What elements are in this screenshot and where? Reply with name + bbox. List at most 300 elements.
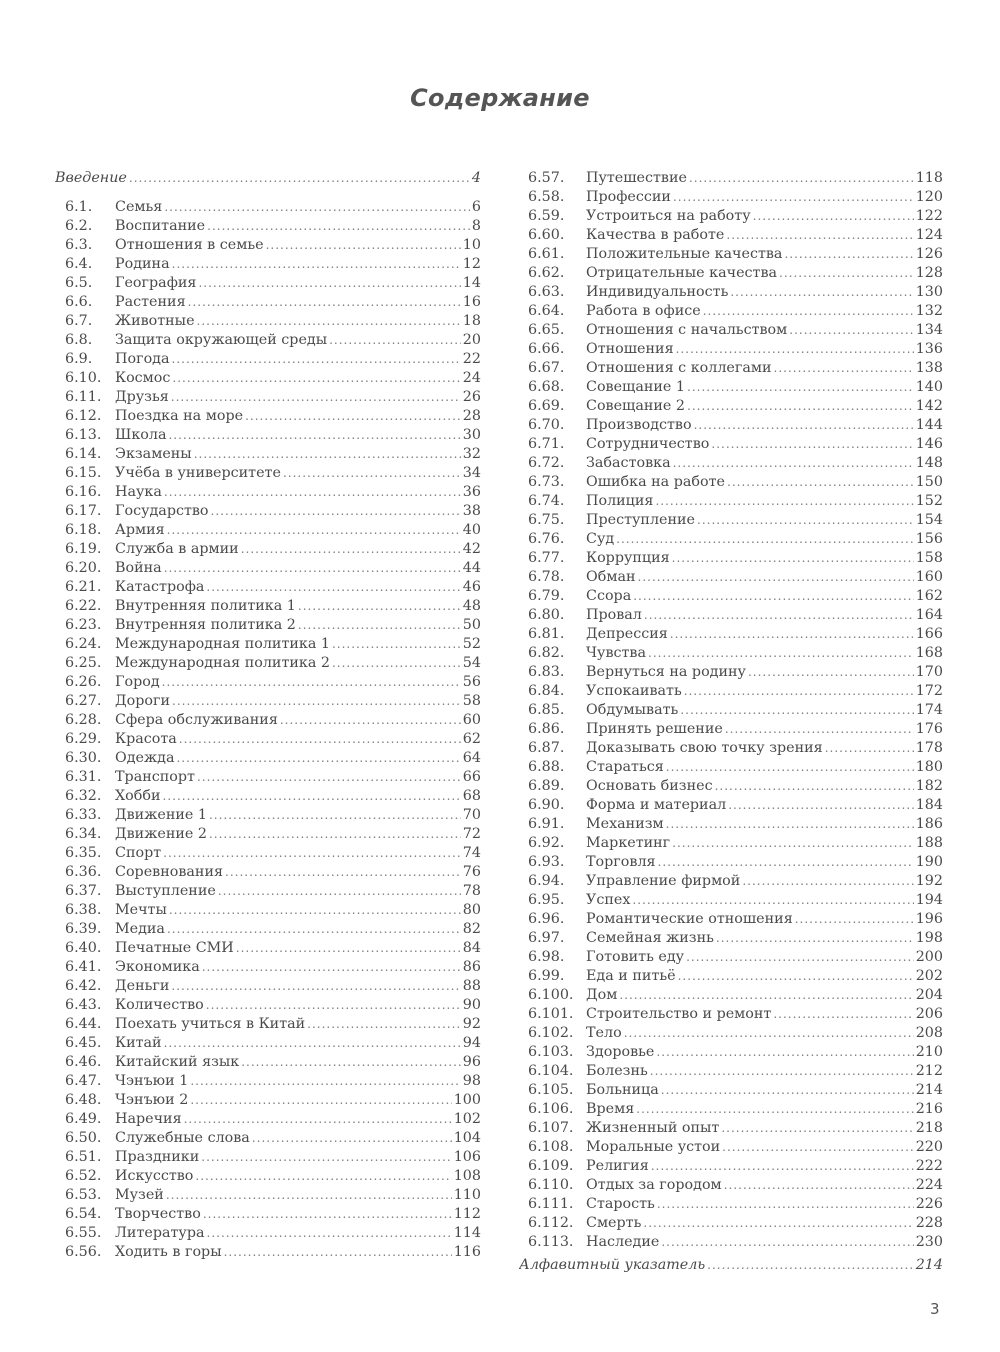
toc-entry-label: Движение 2 xyxy=(115,826,207,842)
toc-entry-page: 12 xyxy=(462,256,481,272)
toc-entry-number: 6.55. xyxy=(65,1225,102,1241)
toc-entry[interactable] xyxy=(55,882,481,901)
toc-entry-label: Индивидуальность xyxy=(586,284,729,300)
toc-entry-label: Время xyxy=(586,1101,635,1117)
toc-entry-page: 54 xyxy=(462,655,481,671)
toc-entry[interactable] xyxy=(519,568,943,587)
toc-entry-number: 6.52. xyxy=(65,1168,102,1184)
toc-entry-page: 190 xyxy=(915,854,943,870)
toc-entry[interactable] xyxy=(55,312,481,331)
toc-entry-page: 106 xyxy=(453,1149,481,1165)
toc-entry-label: Движение 1 xyxy=(115,807,207,823)
toc-entry[interactable] xyxy=(519,872,943,891)
toc-entry-label: Медиа xyxy=(115,921,165,937)
toc-list-right xyxy=(519,169,943,1252)
toc-entry[interactable] xyxy=(55,1015,481,1034)
toc-entry-number: 6.54. xyxy=(65,1206,102,1222)
toc-entry[interactable] xyxy=(55,274,481,293)
toc-entry-number: 6.33. xyxy=(65,807,102,823)
leader-dots xyxy=(722,1138,914,1157)
leader-dots xyxy=(657,1195,914,1214)
toc-entry-label: Доказывать свою точку зрения xyxy=(586,740,823,756)
leader-dots xyxy=(236,939,461,958)
toc-entry-page: 80 xyxy=(462,902,481,918)
toc-entry-number: 6.4. xyxy=(65,256,93,272)
leader-dots xyxy=(172,692,461,711)
toc-entry[interactable] xyxy=(55,920,481,939)
toc-entry-number: 6.19. xyxy=(65,541,102,557)
toc-entry[interactable] xyxy=(519,606,943,625)
toc-entry[interactable] xyxy=(55,293,481,312)
toc-entry-number: 6.86. xyxy=(528,721,565,737)
toc-entry-number: 6.12. xyxy=(65,408,102,424)
toc-entry[interactable] xyxy=(55,521,481,540)
toc-entry-page: 72 xyxy=(462,826,481,842)
toc-entry-label: Школа xyxy=(115,427,167,443)
toc-entry-label: Романтические отношения xyxy=(586,911,793,927)
toc-entry[interactable] xyxy=(55,255,481,274)
toc-entry-number: 6.106. xyxy=(528,1101,574,1117)
leader-dots xyxy=(680,701,913,720)
toc-entry-number: 6.34. xyxy=(65,826,102,842)
toc-entry-label: Одежда xyxy=(115,750,175,766)
leader-dots xyxy=(697,511,914,530)
leader-dots xyxy=(332,635,461,654)
leader-dots xyxy=(624,1024,914,1043)
toc-entry[interactable] xyxy=(519,549,943,568)
toc-entry-number: 6.76. xyxy=(528,531,565,547)
toc-entry-label: Дом xyxy=(586,987,618,1003)
toc-entry-label: Депрессия xyxy=(586,626,668,642)
toc-entry[interactable] xyxy=(519,283,943,302)
leader-dots xyxy=(207,1224,452,1243)
toc-entry[interactable] xyxy=(519,834,943,853)
toc-entry[interactable] xyxy=(55,673,481,692)
toc-entry[interactable] xyxy=(519,1005,943,1024)
toc-entry-label: Путешествие xyxy=(586,170,687,186)
toc-entry[interactable] xyxy=(519,169,943,188)
toc-entry-page: 214 xyxy=(915,1082,943,1098)
toc-entry-page: 76 xyxy=(462,864,481,880)
toc-entry[interactable] xyxy=(519,378,943,397)
toc-entry[interactable] xyxy=(519,967,943,986)
leader-dots xyxy=(218,882,461,901)
toc-entry-label: Жизненный опыт xyxy=(586,1120,720,1136)
toc-entry[interactable] xyxy=(519,777,943,796)
toc-entry[interactable] xyxy=(519,1081,943,1100)
toc-entry[interactable] xyxy=(519,853,943,872)
toc-entry[interactable] xyxy=(519,1233,943,1252)
toc-entry-page: 56 xyxy=(462,674,481,690)
toc-entry-number: 6.17. xyxy=(65,503,102,519)
toc-entry-label: Торговля xyxy=(586,854,656,870)
toc-entry[interactable] xyxy=(55,863,481,882)
toc-entry-number: 6.3. xyxy=(65,237,93,253)
toc-entry-page: 24 xyxy=(462,370,481,386)
toc-entry-number: 6.47. xyxy=(65,1073,102,1089)
toc-entry[interactable] xyxy=(519,1176,943,1195)
leader-dots xyxy=(673,454,914,473)
toc-entry[interactable] xyxy=(55,844,481,863)
toc-entry[interactable] xyxy=(519,1024,943,1043)
toc-entry-label: Деньги xyxy=(115,978,170,994)
toc-entry[interactable] xyxy=(519,644,943,663)
toc-entry-label: Красота xyxy=(115,731,177,747)
toc-entry-number: 6.46. xyxy=(65,1054,102,1070)
toc-entry[interactable] xyxy=(519,910,943,929)
toc-entry-page: 68 xyxy=(462,788,481,804)
toc-entry[interactable] xyxy=(519,359,943,378)
toc-entry-page: 18 xyxy=(462,313,481,329)
toc-entry[interactable] xyxy=(519,473,943,492)
toc-entry-number: 6.64. xyxy=(528,303,565,319)
toc-entry-intro[interactable] xyxy=(55,169,481,188)
leader-dots xyxy=(742,872,913,891)
toc-entry[interactable] xyxy=(519,625,943,644)
toc-entry-page: 42 xyxy=(462,541,481,557)
leader-dots xyxy=(779,264,914,283)
toc-entry-page: 142 xyxy=(915,398,943,414)
toc-entry-number: 6.41. xyxy=(65,959,102,975)
toc-entry[interactable] xyxy=(519,397,943,416)
toc-entry-label: Стараться xyxy=(586,759,664,775)
leader-dots xyxy=(190,1072,460,1091)
leader-dots xyxy=(656,1043,913,1062)
leader-dots xyxy=(169,901,461,920)
toc-entry[interactable] xyxy=(519,245,943,264)
toc-entry-number: 6.103. xyxy=(528,1044,574,1060)
toc-entry[interactable] xyxy=(55,1186,481,1205)
toc-list-left xyxy=(55,198,481,1262)
toc-entry-number: 6.66. xyxy=(528,341,565,357)
toc-entry-page: 126 xyxy=(915,246,943,262)
leader-dots xyxy=(194,445,461,464)
leader-dots xyxy=(252,1129,452,1148)
leader-dots xyxy=(619,986,913,1005)
toc-entry-page: 16 xyxy=(462,294,481,310)
toc-entry-number: 6.92. xyxy=(528,835,565,851)
toc-entry[interactable] xyxy=(519,416,943,435)
toc-entry[interactable] xyxy=(55,1243,481,1262)
leader-dots xyxy=(707,1256,914,1275)
toc-entry-number: 6.72. xyxy=(528,455,565,471)
toc-entry-label: Введение xyxy=(55,170,127,186)
toc-entry[interactable] xyxy=(519,188,943,207)
toc-entry-number: 6.42. xyxy=(65,978,102,994)
toc-entry[interactable] xyxy=(55,350,481,369)
toc-entry[interactable] xyxy=(55,483,481,502)
toc-entry[interactable] xyxy=(55,939,481,958)
toc-entry-number: 6.37. xyxy=(65,883,102,899)
toc-entry[interactable] xyxy=(519,340,943,359)
toc-entry[interactable] xyxy=(55,1167,481,1186)
toc-entry[interactable] xyxy=(55,1053,481,1072)
toc-entry[interactable] xyxy=(519,511,943,530)
toc-entry[interactable] xyxy=(519,1195,943,1214)
toc-entry[interactable] xyxy=(55,445,481,464)
toc-entry-page: 22 xyxy=(462,351,481,367)
toc-entry[interactable] xyxy=(519,226,943,245)
toc-entry-page: 38 xyxy=(462,503,481,519)
toc-entry-page: 28 xyxy=(462,408,481,424)
toc-entry[interactable] xyxy=(55,198,481,217)
toc-entry-number: 6.44. xyxy=(65,1016,102,1032)
leader-dots xyxy=(711,435,913,454)
toc-entry-page: 188 xyxy=(915,835,943,851)
leader-dots xyxy=(164,483,461,502)
toc-entry-label: Хобби xyxy=(115,788,161,804)
toc-entry[interactable] xyxy=(55,768,481,787)
toc-entry-label: Армия xyxy=(115,522,165,538)
toc-entry-page: 202 xyxy=(915,968,943,984)
toc-entry[interactable] xyxy=(519,492,943,511)
toc-entry-label: Служебные слова xyxy=(115,1130,250,1146)
toc-entry[interactable] xyxy=(519,264,943,283)
page-title: Содержание xyxy=(410,84,590,112)
toc-entry[interactable] xyxy=(519,891,943,910)
toc-entry-label: Качества в работе xyxy=(586,227,725,243)
leader-dots xyxy=(164,559,461,578)
toc-entry[interactable] xyxy=(519,929,943,948)
toc-entry-page: 8 xyxy=(471,218,481,234)
leader-dots xyxy=(684,682,914,701)
toc-entry[interactable] xyxy=(55,578,481,597)
toc-entry[interactable] xyxy=(519,435,943,454)
toc-left-column xyxy=(55,169,481,1262)
toc-entry-label: Старость xyxy=(586,1196,655,1212)
toc-entry[interactable] xyxy=(519,302,943,321)
toc-entry-page: 222 xyxy=(915,1158,943,1174)
toc-entry-number: 6.60. xyxy=(528,227,565,243)
toc-entry[interactable] xyxy=(55,388,481,407)
toc-entry-number: 6.111. xyxy=(528,1196,574,1212)
toc-entry-label: Родина xyxy=(115,256,170,272)
leader-dots xyxy=(672,549,914,568)
toc-entry-label: Болезнь xyxy=(586,1063,648,1079)
leader-dots xyxy=(789,321,913,340)
toc-entry-page: 100 xyxy=(453,1092,481,1108)
toc-entry-label: Устроиться на работу xyxy=(586,208,751,224)
toc-entry-page: 114 xyxy=(453,1225,481,1241)
toc-entry-number: 6.80. xyxy=(528,607,565,623)
toc-entry-page: 152 xyxy=(915,493,943,509)
toc-entry-page: 154 xyxy=(915,512,943,528)
leader-dots xyxy=(211,502,461,521)
toc-entry[interactable] xyxy=(519,587,943,606)
toc-entry-label: Творчество xyxy=(115,1206,201,1222)
toc-entry[interactable] xyxy=(519,1043,943,1062)
leader-dots xyxy=(241,1053,461,1072)
toc-entry[interactable] xyxy=(519,663,943,682)
toc-entry-label: Экономика xyxy=(115,959,200,975)
toc-entry-number: 6.50. xyxy=(65,1130,102,1146)
toc-entry-number: 6.89. xyxy=(528,778,565,794)
toc-entry[interactable] xyxy=(519,720,943,739)
toc-entry-page: 110 xyxy=(453,1187,481,1203)
toc-entry[interactable] xyxy=(55,825,481,844)
leader-dots xyxy=(225,863,461,882)
toc-entry[interactable] xyxy=(55,217,481,236)
toc-entry-number: 6.48. xyxy=(65,1092,102,1108)
toc-entry[interactable] xyxy=(55,1110,481,1129)
toc-entry-number: 6.91. xyxy=(528,816,565,832)
toc-entry[interactable] xyxy=(519,948,943,967)
toc-entry-label: Отрицательные качества xyxy=(586,265,778,281)
toc-entry[interactable] xyxy=(519,682,943,701)
toc-entry-page: 96 xyxy=(462,1054,481,1070)
toc-entry[interactable] xyxy=(55,1034,481,1053)
toc-entry-page: 174 xyxy=(915,702,943,718)
toc-entry-page: 60 xyxy=(462,712,481,728)
toc-entry[interactable] xyxy=(55,1205,481,1224)
toc-entry[interactable] xyxy=(519,321,943,340)
toc-entry-label: Китайский язык xyxy=(115,1054,240,1070)
toc-entry-number: 6.31. xyxy=(65,769,102,785)
toc-entry-number: 6.109. xyxy=(528,1158,574,1174)
leader-dots xyxy=(332,654,461,673)
toc-entry[interactable] xyxy=(55,1091,481,1110)
toc-entry[interactable] xyxy=(519,739,943,758)
toc-entry[interactable] xyxy=(519,1062,943,1081)
toc-entry[interactable] xyxy=(519,454,943,473)
toc-entry-page: 208 xyxy=(915,1025,943,1041)
toc-entry-page: 6 xyxy=(471,199,481,215)
toc-entry[interactable] xyxy=(519,1214,943,1233)
toc-entry[interactable] xyxy=(55,1148,481,1167)
toc-entry-page: 146 xyxy=(915,436,943,452)
toc-entry[interactable] xyxy=(55,977,481,996)
toc-entry-number: 6.16. xyxy=(65,484,102,500)
toc-entry-label: Смерть xyxy=(586,1215,642,1231)
toc-entry[interactable] xyxy=(55,331,481,350)
toc-entry[interactable] xyxy=(519,796,943,815)
toc-entry-page: 118 xyxy=(915,170,943,186)
toc-entry-page: 34 xyxy=(462,465,481,481)
toc-entry[interactable] xyxy=(519,530,943,549)
toc-entry-label: Животные xyxy=(115,313,195,329)
leader-dots xyxy=(209,825,461,844)
toc-entry[interactable] xyxy=(55,236,481,255)
leader-dots xyxy=(650,1062,914,1081)
leader-dots xyxy=(245,407,461,426)
toc-entry-number: 6.90. xyxy=(528,797,565,813)
toc-entry[interactable] xyxy=(519,207,943,226)
leader-dots xyxy=(168,426,460,445)
toc-entry[interactable] xyxy=(519,986,943,1005)
toc-entry-label: Религия xyxy=(586,1158,649,1174)
toc-entry-page: 134 xyxy=(915,322,943,338)
leader-dots xyxy=(224,1243,452,1262)
leader-dots xyxy=(795,910,914,929)
toc-entry[interactable] xyxy=(55,369,481,388)
leader-dots xyxy=(784,245,913,264)
toc-entry-page: 170 xyxy=(915,664,943,680)
toc-entry[interactable] xyxy=(55,426,481,445)
toc-entry-page: 168 xyxy=(915,645,943,661)
toc-entry[interactable] xyxy=(519,1138,943,1157)
toc-entry[interactable] xyxy=(519,758,943,777)
toc-entry[interactable] xyxy=(519,1100,943,1119)
toc-entry-label: Война xyxy=(115,560,162,576)
toc-entry[interactable] xyxy=(519,815,943,834)
toc-entry-number: 6.28. xyxy=(65,712,102,728)
toc-entry[interactable] xyxy=(55,1129,481,1148)
toc-entry-number: 6.30. xyxy=(65,750,102,766)
toc-entry-page: 120 xyxy=(915,189,943,205)
toc-entry-number: 6.88. xyxy=(528,759,565,775)
toc-entry[interactable] xyxy=(55,464,481,483)
toc-entry[interactable] xyxy=(55,502,481,521)
toc-entry-label: Вернуться на родину xyxy=(586,664,746,680)
leader-dots xyxy=(687,397,914,416)
toc-entry-page: 112 xyxy=(453,1206,481,1222)
toc-entry[interactable] xyxy=(55,901,481,920)
toc-entry[interactable] xyxy=(55,749,481,768)
toc-entry-page: 226 xyxy=(915,1196,943,1212)
toc-entry[interactable] xyxy=(55,730,481,749)
toc-entry-label: Поехать учиться в Китай xyxy=(115,1016,306,1032)
toc-entry-page: 138 xyxy=(915,360,943,376)
toc-entry-number: 6.39. xyxy=(65,921,102,937)
toc-entry-page: 84 xyxy=(462,940,481,956)
toc-entry[interactable] xyxy=(55,1072,481,1091)
toc-entry-number: 6.10. xyxy=(65,370,102,386)
toc-entry[interactable] xyxy=(55,996,481,1015)
toc-entry[interactable] xyxy=(55,806,481,825)
toc-entry[interactable] xyxy=(55,616,481,635)
leader-dots xyxy=(172,369,460,388)
toc-entry[interactable] xyxy=(55,597,481,616)
toc-entry-page: 144 xyxy=(915,417,943,433)
toc-entry-label: Искусство xyxy=(115,1168,194,1184)
toc-entry[interactable] xyxy=(55,559,481,578)
toc-entry[interactable] xyxy=(55,1224,481,1243)
toc-entry[interactable] xyxy=(519,1157,943,1176)
toc-entry-page: 186 xyxy=(915,816,943,832)
toc-entry[interactable] xyxy=(55,787,481,806)
leader-dots xyxy=(703,302,914,321)
toc-entry-number: 6.68. xyxy=(528,379,565,395)
toc-entry-label: Тело xyxy=(586,1025,622,1041)
leader-dots xyxy=(171,388,461,407)
leader-dots xyxy=(190,1091,451,1110)
toc-entry[interactable] xyxy=(519,1119,943,1138)
toc-entry-number: 6.43. xyxy=(65,997,102,1013)
toc-entry[interactable] xyxy=(55,407,481,426)
toc-entry[interactable] xyxy=(55,711,481,730)
leader-dots xyxy=(651,1157,914,1176)
toc-entry[interactable] xyxy=(55,540,481,559)
toc-entry-number: 6.105. xyxy=(528,1082,574,1098)
toc-entry-number: 6.113. xyxy=(528,1234,574,1250)
toc-entry[interactable] xyxy=(55,635,481,654)
toc-entry-index[interactable] xyxy=(519,1256,943,1275)
toc-entry[interactable] xyxy=(55,958,481,977)
toc-entry-page: 130 xyxy=(915,284,943,300)
toc-entry[interactable] xyxy=(55,654,481,673)
leader-dots xyxy=(184,1110,452,1129)
toc-entry-label: Дороги xyxy=(115,693,171,709)
leader-dots xyxy=(672,834,914,853)
toc-entry[interactable] xyxy=(55,692,481,711)
toc-entry-label: Суд xyxy=(586,531,615,547)
leader-dots xyxy=(726,226,913,245)
toc-entry-label: Ошибка на работе xyxy=(586,474,726,490)
toc-entry-label: Растения xyxy=(115,294,186,310)
toc-entry[interactable] xyxy=(519,701,943,720)
toc-entry-label: Провал xyxy=(586,607,642,623)
toc-entry-number: 6.7. xyxy=(65,313,93,329)
